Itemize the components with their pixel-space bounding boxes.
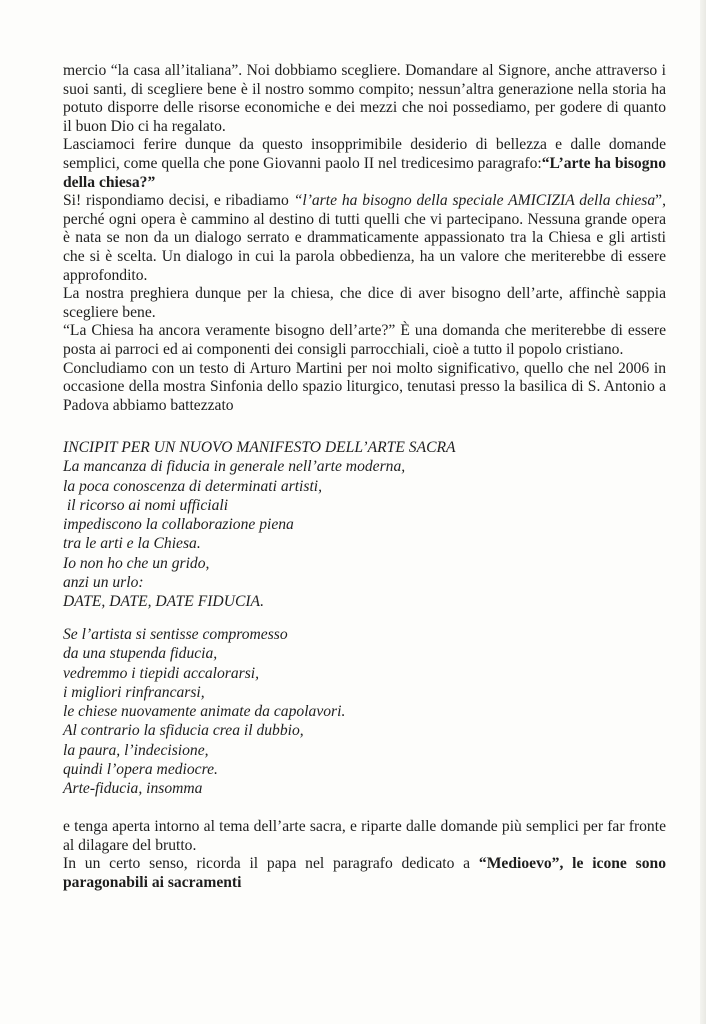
poem-stanza-1 [63, 438, 623, 612]
paragraph-3-text-start: Si! rispondiamo decisi, e ribadiamo [63, 192, 294, 210]
poem-line: Se l’artista si sentisse compromesso [63, 626, 288, 643]
paragraph-3-text-end: ”, perché ogni opera è cammino al destino di tutti quelli che vi partecipano. Nessuna grande opera è nata se non da un dialogo serrato e drammaticamente appassionato tra la Chiesa e gli artisti che si è scelta. Un dialogo in cui la parola obbedienza, ha un valore che meriterebbe di essere approfondito. [63, 192, 666, 284]
poem-line: impediscono la collaborazione piena [63, 516, 294, 534]
paragraph-6-text: Concludiamo con un testo di Arturo Martini per noi molto significativo, quello che nel 2006 in occasione della mostra Sinfonia dello spazio liturgico, tenutasi presso la basilica di S. Antonio a Padova abbiamo battezzato [63, 359, 666, 414]
poem-line: il ricorso ai nomi ufficiali [63, 496, 229, 514]
paragraph-4 [63, 285, 666, 322]
poem-line: DATE, DATE, DATE FIDUCIA. [63, 593, 264, 611]
paragraph-5-text: “La Chiesa ha ancora veramente bisogno dell’arte?” È una domanda che meriterebbe di essere posta ai parroci ed ai componenti dei consigli parrocchiali, cioè a tutto il popolo cristiano. [63, 322, 666, 358]
poem-line: le chiese nuovamente animate da capolavori. [63, 703, 346, 721]
closing-paragraph-1-text: e tenga aperta intorno al tema dell’arte sacra, e riparte dalle domande più semplici per far fronte al dilagare del brutto. [63, 818, 666, 854]
poem-line: vedremmo i tiepidi accalorarsi, [63, 664, 260, 682]
paragraph-4-text: La nostra preghiera dunque per la chiesa, che dice di aver bisogno dell’arte, affinchè sappia scegliere bene. [63, 285, 666, 321]
body-text [63, 62, 666, 415]
poem-title: INCIPIT PER UN NUOVO MANIFESTO DELL’ARTE SACRA [63, 439, 456, 456]
poem-line: da una stupenda fiducia, [63, 645, 218, 663]
paragraph-2-bold-question: “L’arte ha bisogno della chiesa?” [63, 154, 666, 191]
poem-line: Io non ho che un grido, [63, 554, 210, 572]
poem-line: la poca conoscenza di determinati artisti, [63, 477, 323, 495]
paragraph-3 [63, 192, 666, 285]
scan-edge [700, 0, 706, 1024]
poem-line: tra le arti e la Chiesa. [63, 535, 201, 553]
closing-text [63, 818, 666, 892]
poem-line: Arte-fiducia, insomma [63, 780, 203, 798]
paragraph-2-text: Lasciamoci ferire dunque da questo insopprimibile desiderio di bellezza e dalle domande semplici, come quella che pone Giovanni paolo II nel tredicesimo paragrafo: [63, 136, 666, 172]
poem-line: anzi un urlo: [63, 574, 144, 592]
closing-paragraph-2-bold: “Medioevo”, le icone sono paragonabili ai sacramenti [63, 855, 666, 891]
paragraph-2 [63, 136, 666, 192]
closing-paragraph-2 [63, 855, 666, 892]
paragraph-6 [63, 360, 666, 416]
paragraph-1 [63, 62, 666, 136]
poem-line: i migliori rinfrancarsi, [63, 683, 205, 701]
poem-line: Al contrario la sfiducia crea il dubbio, [63, 722, 304, 740]
poem-line: La mancanza di fiducia in generale nell’arte moderna, [63, 458, 406, 476]
poem-line: quindi l’opera mediocre. [63, 761, 218, 779]
paragraph-3-italic-quote: “l’arte ha bisogno della speciale AMICIZIA della chiesa [293, 192, 656, 210]
closing-paragraph-1 [63, 818, 666, 855]
closing-paragraph-2-text: In un certo senso, ricorda il papa nel paragrafo dedicato a [63, 855, 479, 873]
poem-line: la paura, l’indecisione, [63, 741, 209, 759]
paragraph-1-text: mercio “la casa all’italiana”. Noi dobbiamo scegliere. Domandare al Signore, anche attraverso i suoi santi, di scegliere bene è il nostro sommo compito; nessun’altra generazione nella storia ha potuto disporre delle risorse economiche e dei mezzi che noi possediamo, per godere di quanto il buon Dio ci ha regalato. [63, 62, 666, 135]
poem-stanza-2 [63, 625, 623, 799]
paragraph-5 [63, 322, 666, 359]
